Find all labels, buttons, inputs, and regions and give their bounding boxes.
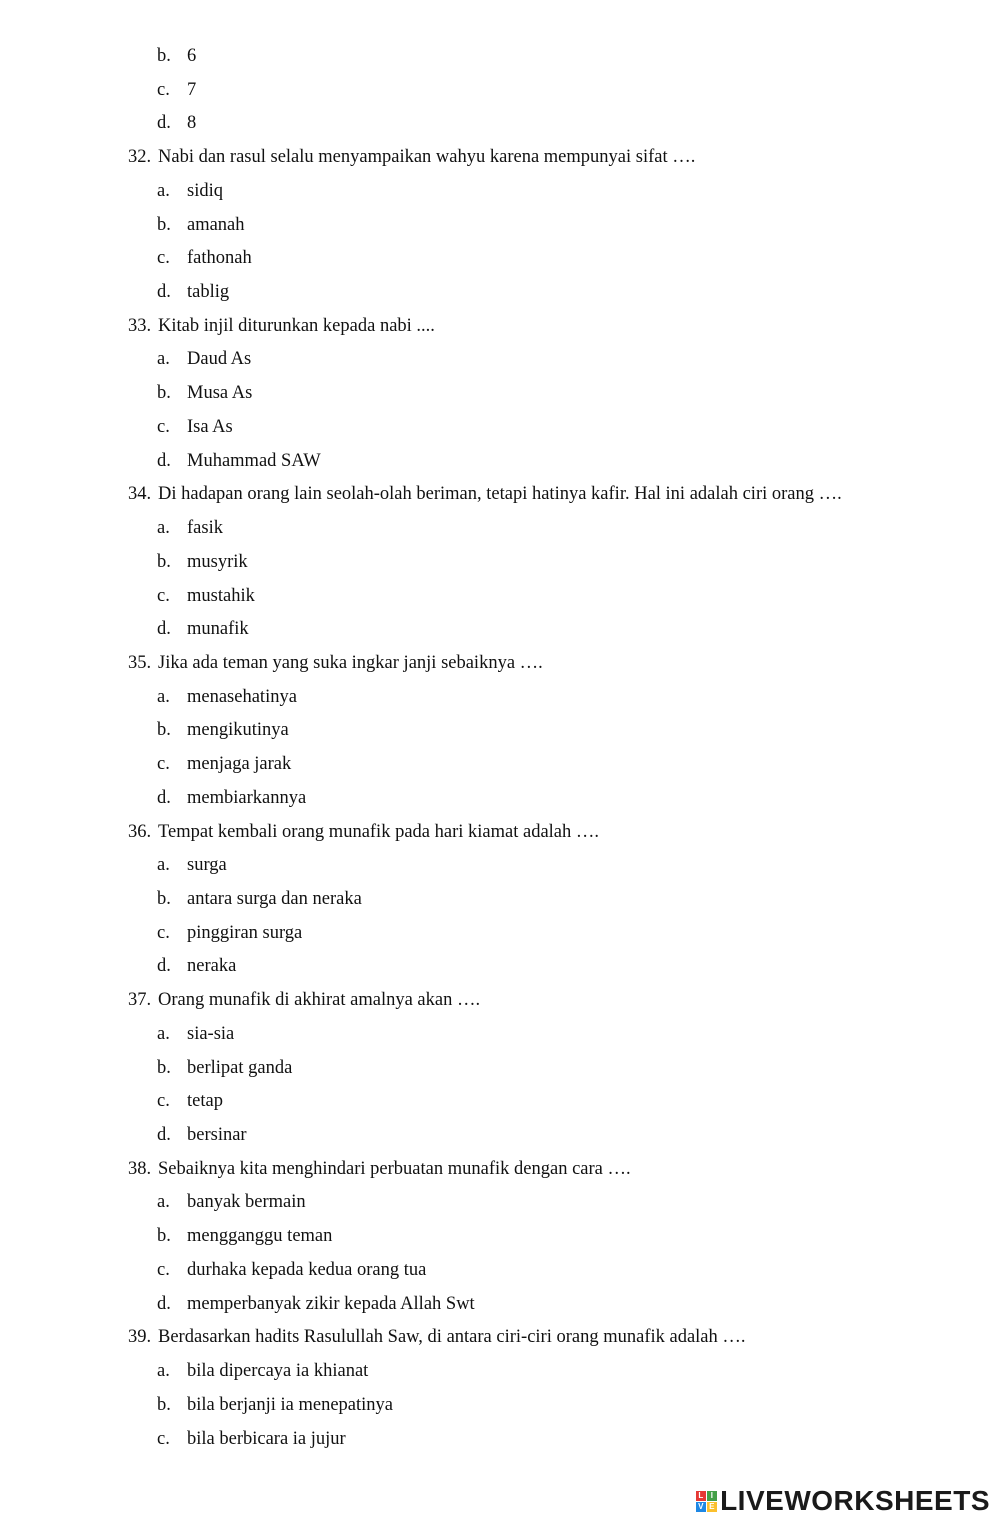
option-text: berlipat ganda [187,1057,293,1078]
option-letter: d. [157,113,171,134]
question-text: Nabi dan rasul selalu menyampaikan wahyu karena mempunyai sifat …. [158,147,696,168]
option-text: memperbanyak zikir kepada Allah Swt [187,1293,475,1314]
option-letter: c. [157,416,170,437]
option-text: munafik [187,619,249,640]
option-text: mengikutinya [187,720,289,741]
option-letter: d. [157,619,171,640]
option-letter: b. [157,1226,171,1247]
option-letter: a. [157,1361,170,1382]
question-text: Berdasarkan hadits Rasulullah Saw, di antara ciri-ciri orang munafik adalah …. [158,1327,746,1348]
logo-text: LIVEWORKSHEETS [720,1485,990,1516]
option-letter: a. [157,1192,170,1213]
option-letter: c. [157,1091,170,1112]
option-text: Muhammad SAW [187,450,321,471]
option-letter: d. [157,956,171,977]
question-text: Jika ada teman yang suka ingkar janji sebaiknya …. [158,652,543,673]
option-text: surga [187,855,227,876]
option-text: mustahik [187,585,255,606]
option-text: bila berbicara ia jujur [187,1428,346,1449]
option-letter: c. [157,754,170,775]
option-text: bila dipercaya ia khianat [187,1361,369,1382]
option-letter: b. [157,889,171,909]
option-text: pinggiran surga [187,922,303,943]
option-letter: a. [157,855,170,876]
option-text: tetap [187,1091,223,1112]
option-letter: a. [157,180,170,201]
option-letter: d. [157,1293,171,1314]
option-text: amanah [187,214,245,235]
question-text: Orang munafik di akhirat amalnya akan …. [158,990,481,1011]
question-number: 33. [128,315,152,336]
option-text: membiarkannya [187,787,307,808]
option-text: 6 [187,46,197,66]
option-letter: c. [157,1259,170,1280]
option-text: sidiq [187,180,223,201]
option-text: 7 [187,79,197,100]
question-text: Kitab injil diturunkan kepada nabi .... [158,315,435,336]
logo-mark-cell: L [696,1491,706,1501]
option-text: Daud As [187,349,252,370]
logo-mark-icon [696,1491,717,1512]
option-text: menjaga jarak [187,754,292,775]
question-text: Di hadapan orang lain seolah-olah beriman, tetapi hatinya kafir. Hal ini adalah ciri orang …. [158,484,842,505]
option-letter: b. [157,1394,171,1415]
option-letter: d. [157,450,171,471]
option-text: banyak bermain [187,1192,306,1213]
option-letter: b. [157,1057,171,1078]
logo-mark-cell: I [707,1491,717,1501]
option-text: mengganggu teman [187,1226,333,1247]
question-number: 32. [128,147,152,168]
option-text: Musa As [187,383,253,404]
question-text: Sebaiknya kita menghindari perbuatan munafik dengan cara …. [158,1158,631,1179]
question-text: Tempat kembali orang munafik pada hari kiamat adalah …. [158,821,600,842]
option-text: sia-sia [187,1023,235,1044]
option-letter: d. [157,787,171,808]
option-text: neraka [187,956,237,977]
option-text: Isa As [187,416,233,437]
option-text: fasik [187,518,223,539]
option-letter: b. [157,46,171,66]
option-letter: c. [157,248,170,269]
question-number: 34. [128,484,152,505]
option-text: tablig [187,282,230,303]
question-number: 39. [128,1327,152,1348]
option-text: antara surga dan neraka [187,889,362,909]
question-number: 35. [128,652,152,673]
option-letter: a. [157,349,170,370]
question-number: 37. [128,990,152,1011]
option-text: durhaka kepada kedua orang tua [187,1259,427,1280]
logo-mark-cell: V [696,1502,706,1512]
option-letter: b. [157,551,171,572]
option-text: bila berjanji ia menepatinya [187,1394,393,1415]
option-letter: b. [157,214,171,235]
option-text: bersinar [187,1125,247,1146]
option-letter: c. [157,1428,170,1449]
question-number: 36. [128,821,152,842]
option-letter: d. [157,1125,171,1146]
option-letter: b. [157,720,171,741]
option-letter: a. [157,518,170,539]
option-text: 8 [187,113,197,134]
option-letter: a. [157,686,170,707]
option-letter: c. [157,79,170,100]
option-text: fathonah [187,248,252,269]
logo-mark-cell: E [707,1502,717,1512]
option-text: musyrik [187,551,248,572]
liveworksheets-logo [696,1484,990,1518]
option-text: menasehatinya [187,686,297,707]
option-letter: c. [157,585,170,606]
option-letter: d. [157,282,171,303]
question-number: 38. [128,1158,152,1179]
option-letter: a. [157,1023,170,1044]
option-letter: b. [157,383,171,404]
option-letter: c. [157,922,170,943]
